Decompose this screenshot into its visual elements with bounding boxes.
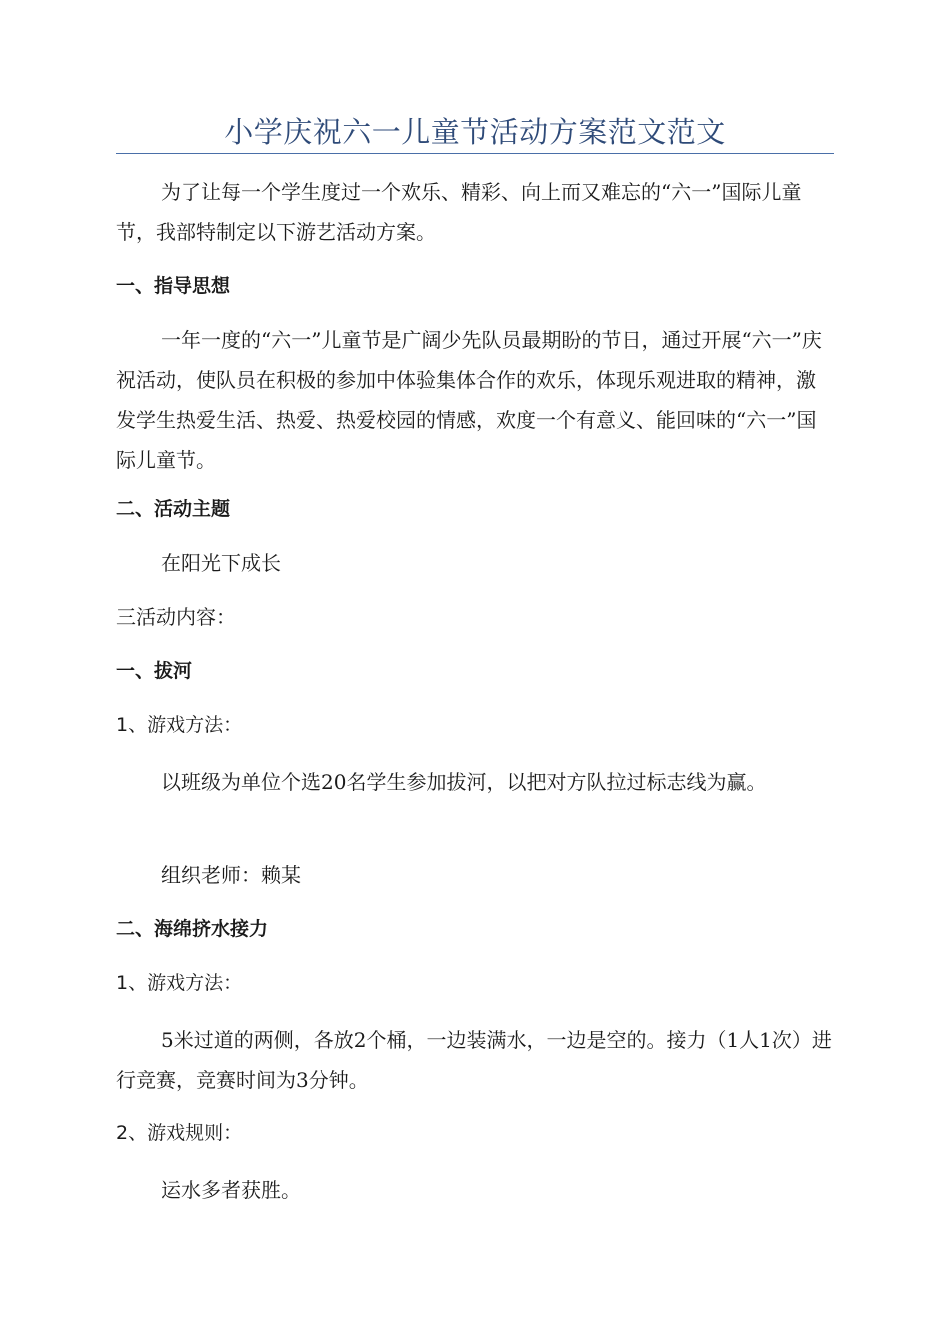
- tug-method-label: 1、游戏方法：: [116, 714, 243, 736]
- section-heading-tug: 一、拔河: [116, 660, 193, 682]
- sponge-method-paragraph: 5米过道的两侧，各放2个桶，一边装满水，一边是空的。接力（1人1次）进行竞赛，竞赛时间为3分钟。: [116, 1028, 832, 1092]
- section-heading-theme: 二、活动主题: [116, 498, 231, 520]
- title-underline: [116, 153, 834, 154]
- content-heading: 三活动内容：: [116, 605, 236, 629]
- intro-paragraph: 为了让每一个学生度过一个欢乐、精彩、向上而又难忘的“六一”国际儿童节，我部特制定以下游艺活动方案。: [116, 180, 802, 244]
- sponge-rule-paragraph: 运水多者获胜。: [161, 1178, 301, 1202]
- tug-method-paragraph: 以班级为单位个选20名学生参加拔河，以把对方队拉过标志线为赢。: [161, 770, 767, 794]
- section-heading-guiding: 一、指导思想: [116, 275, 231, 297]
- section-heading-sponge: 二、海绵挤水接力: [116, 918, 269, 940]
- theme-paragraph: 在阳光下成长: [161, 551, 281, 575]
- sponge-rule-label: 2、游戏规则：: [116, 1122, 243, 1144]
- sponge-method-label: 1、游戏方法：: [116, 972, 243, 994]
- guiding-paragraph: 一年一度的“六一”儿童节是广阔少先队员最期盼的节日，通过开展“六一”庆祝活动，使队员在积极的参加中体验集体合作的欢乐，体现乐观进取的精神，激发学生热爱生活、热爱、热爱校园的情感，欢度一个有意义、能回味的“六一”国际儿童节。: [116, 328, 822, 472]
- tug-teacher-paragraph: 组织老师：赖某: [161, 863, 301, 887]
- document-title: 小学庆祝六一儿童节活动方案范文范文: [224, 115, 726, 149]
